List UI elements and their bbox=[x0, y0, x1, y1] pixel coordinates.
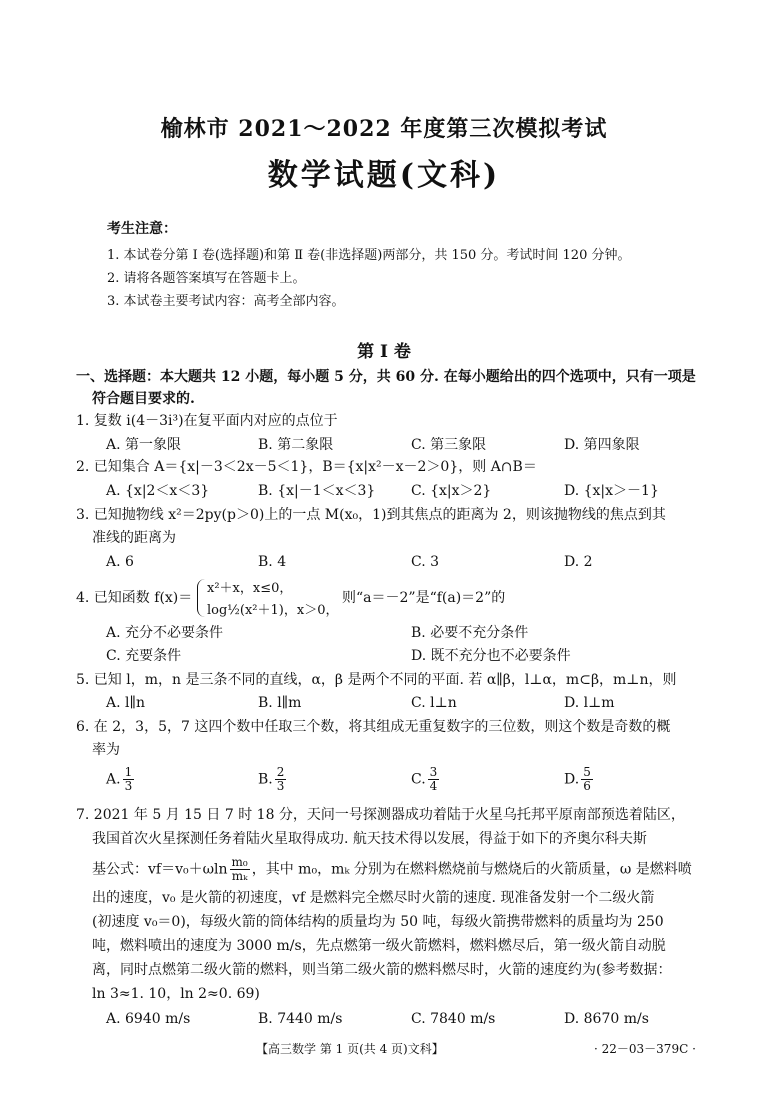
piecewise-case-2: log½(x²＋1)，x＞0， bbox=[207, 603, 339, 618]
question-1-stem: 1. 复数 i(4－3i³)在复平面内对应的点位于 bbox=[76, 413, 338, 429]
option-label: B. bbox=[258, 771, 273, 788]
question-4-option-c: C. 充要条件 bbox=[106, 648, 182, 664]
question-5-option-b: B. l∥m bbox=[258, 695, 302, 711]
question-6-stem-cont: 率为 bbox=[92, 742, 120, 758]
page-footer: 【高三数学 第 1 页(共 4 页)文科】 bbox=[256, 1042, 444, 1056]
question-6-stem: 6. 在 2，3，5，7 这四个数中任取三个数，将其组成无重复数字的三位数，则这个数是奇数的概 bbox=[76, 719, 671, 735]
question-5-option-d: D. l⊥m bbox=[564, 695, 615, 711]
question-7-option-c: C. 7840 m/s bbox=[411, 1011, 496, 1027]
question-7-line: 离，同时点燃第二级火箭的燃料，则当第二级火箭的燃料燃尽时，火箭的速度约为(参考数据： bbox=[92, 962, 672, 978]
question-4-option-b: B. 必要不充分条件 bbox=[411, 625, 529, 641]
question-4-stem-suffix: 则“a＝－2”是“f(a)＝2”的 bbox=[342, 590, 506, 606]
section-heading-line: 一、选择题：本大题共 12 小题，每小题 5 分，共 60 分. 在每小题给出的四个选项中，只有一项是 bbox=[76, 369, 696, 385]
section-heading bbox=[76, 366, 706, 410]
question-3-option-c: C. 3 bbox=[411, 554, 440, 570]
exam-code: · 22－03－379C · bbox=[594, 1042, 696, 1056]
question-5-stem: 5. 已知 l，m，n 是三条不同的直线，α，β 是两个不同的平面. 若 α∥β，l⊥α，m⊂β，m⊥n，则 bbox=[76, 672, 677, 688]
mass-ratio-fraction: $\frac{\text{m₀}}{\text{mₖ}}$ bbox=[231, 855, 248, 883]
question-4-option-a: A. 充分不必要条件 bbox=[106, 625, 224, 641]
question-7-stem: 7. 2021 年 5 月 15 日 7 时 18 分，天问一号探测器成功着陆于火星乌托邦平原南部预选着陆区， bbox=[76, 807, 685, 823]
question-5-option-c: C. l⊥n bbox=[411, 695, 457, 711]
question-6-option-d bbox=[564, 766, 595, 793]
question-7-option-b: B. 7440 m/s bbox=[258, 1011, 343, 1027]
volume-title: 第 Ⅰ 卷 bbox=[357, 342, 411, 362]
option-fraction: $\frac{2}{3}$ bbox=[276, 765, 285, 793]
option-fraction: $\frac{3}{4}$ bbox=[429, 765, 438, 793]
question-2-option-b: B. {x|－1＜x＜3} bbox=[258, 483, 376, 499]
question-7-line: ln 3≈1. 10，ln 2≈0. 69) bbox=[92, 986, 260, 1002]
question-6-option-c bbox=[411, 766, 441, 793]
question-3-option-b: B. 4 bbox=[258, 554, 287, 570]
option-label: C. bbox=[411, 771, 426, 788]
question-1-option-d: D. 第四象限 bbox=[564, 437, 640, 453]
question-7-line: (初速度 v₀＝0)，每级火箭的筒体结构的质量均为 50 吨，每级火箭携带燃料的质量均为 250 bbox=[92, 914, 664, 930]
notice-item: 3. 本试卷主要考试内容：高考全部内容。 bbox=[107, 294, 345, 309]
exam-title: 榆林市 2021～2022 年度第三次模拟考试 bbox=[160, 116, 608, 142]
section-heading-line: 符合题目要求的. bbox=[92, 391, 195, 407]
question-6-option-b bbox=[258, 766, 288, 793]
question-7-option-a: A. 6940 m/s bbox=[106, 1011, 191, 1027]
notice-item: 2. 请将各题答案填写在答题卡上。 bbox=[107, 271, 306, 286]
question-7-option-d: D. 8670 m/s bbox=[564, 1011, 649, 1027]
question-7-formula-line: 基公式：vf＝v₀＋ωln $\frac{\text{m₀}}{\text{mₖ}}$ ，其中 m₀，mₖ 分别为在燃料燃烧前与燃烧后的火箭质量，ω 是燃料喷 bbox=[92, 855, 692, 883]
question-3-stem: 3. 已知抛物线 x²＝2py(p＞0)上的一点 M(x₀，1)到其焦点的距离为 2，则该抛物线的焦点到其 bbox=[76, 507, 666, 523]
question-7-line: 吨，燃料喷出的速度为 3000 m/s，先点燃第一级火箭燃料，燃料燃尽后，第一级火箭自动脱 bbox=[92, 938, 666, 954]
question-2-option-a: A. {x|2＜x＜3} bbox=[106, 483, 210, 499]
notice-item: 1. 本试卷分第 Ⅰ 卷(选择题)和第 Ⅱ 卷(非选择题)两部分，共 150 分。考试时间 120 分钟。 bbox=[107, 248, 631, 263]
question-6-option-a bbox=[106, 766, 136, 793]
question-3-stem-cont: 准线的距离为 bbox=[92, 530, 176, 546]
exam-subject-title: 数学试题(文科) bbox=[267, 158, 501, 193]
question-7-line: 出的速度，v₀ 是火箭的初速度，vf 是燃料完全燃尽时火箭的速度. 现准备发射一个二级火箭 bbox=[92, 890, 655, 906]
piecewise-case-1: x²＋x，x≤0， bbox=[207, 581, 293, 596]
question-1-option-a: A. 第一象限 bbox=[106, 437, 182, 453]
option-fraction: $\frac{1}{3}$ bbox=[124, 765, 133, 793]
question-7-line: 我国首次火星探测任务着陆火星取得成功. 航天技术得以发展，得益于如下的齐奥尔科夫斯 bbox=[92, 831, 647, 847]
piecewise-brace bbox=[197, 579, 206, 617]
question-2-stem: 2. 已知集合 A＝{x|－3＜2x－5＜1}，B＝{x|x²－x－2＞0}，则 A∩B＝ bbox=[76, 459, 537, 475]
question-2-option-d: D. {x|x＞－1} bbox=[564, 483, 659, 499]
question-1-option-b: B. 第二象限 bbox=[258, 437, 334, 453]
option-label: D. bbox=[564, 771, 580, 788]
option-label: A. bbox=[106, 771, 121, 788]
question-5-option-a: A. l∥n bbox=[106, 695, 145, 711]
question-2-option-c: C. {x|x＞2} bbox=[411, 483, 492, 499]
option-fraction: $\frac{5}{6}$ bbox=[583, 765, 591, 793]
question-4-stem: 4. 已知函数 f(x)＝ bbox=[76, 590, 193, 606]
notice-heading: 考生注意： bbox=[107, 221, 177, 237]
question-3-option-a: A. 6 bbox=[106, 554, 134, 570]
question-4-option-d: D. 既不充分也不必要条件 bbox=[411, 648, 571, 664]
question-3-option-d: D. 2 bbox=[564, 554, 593, 570]
question-1-option-c: C. 第三象限 bbox=[411, 437, 487, 453]
